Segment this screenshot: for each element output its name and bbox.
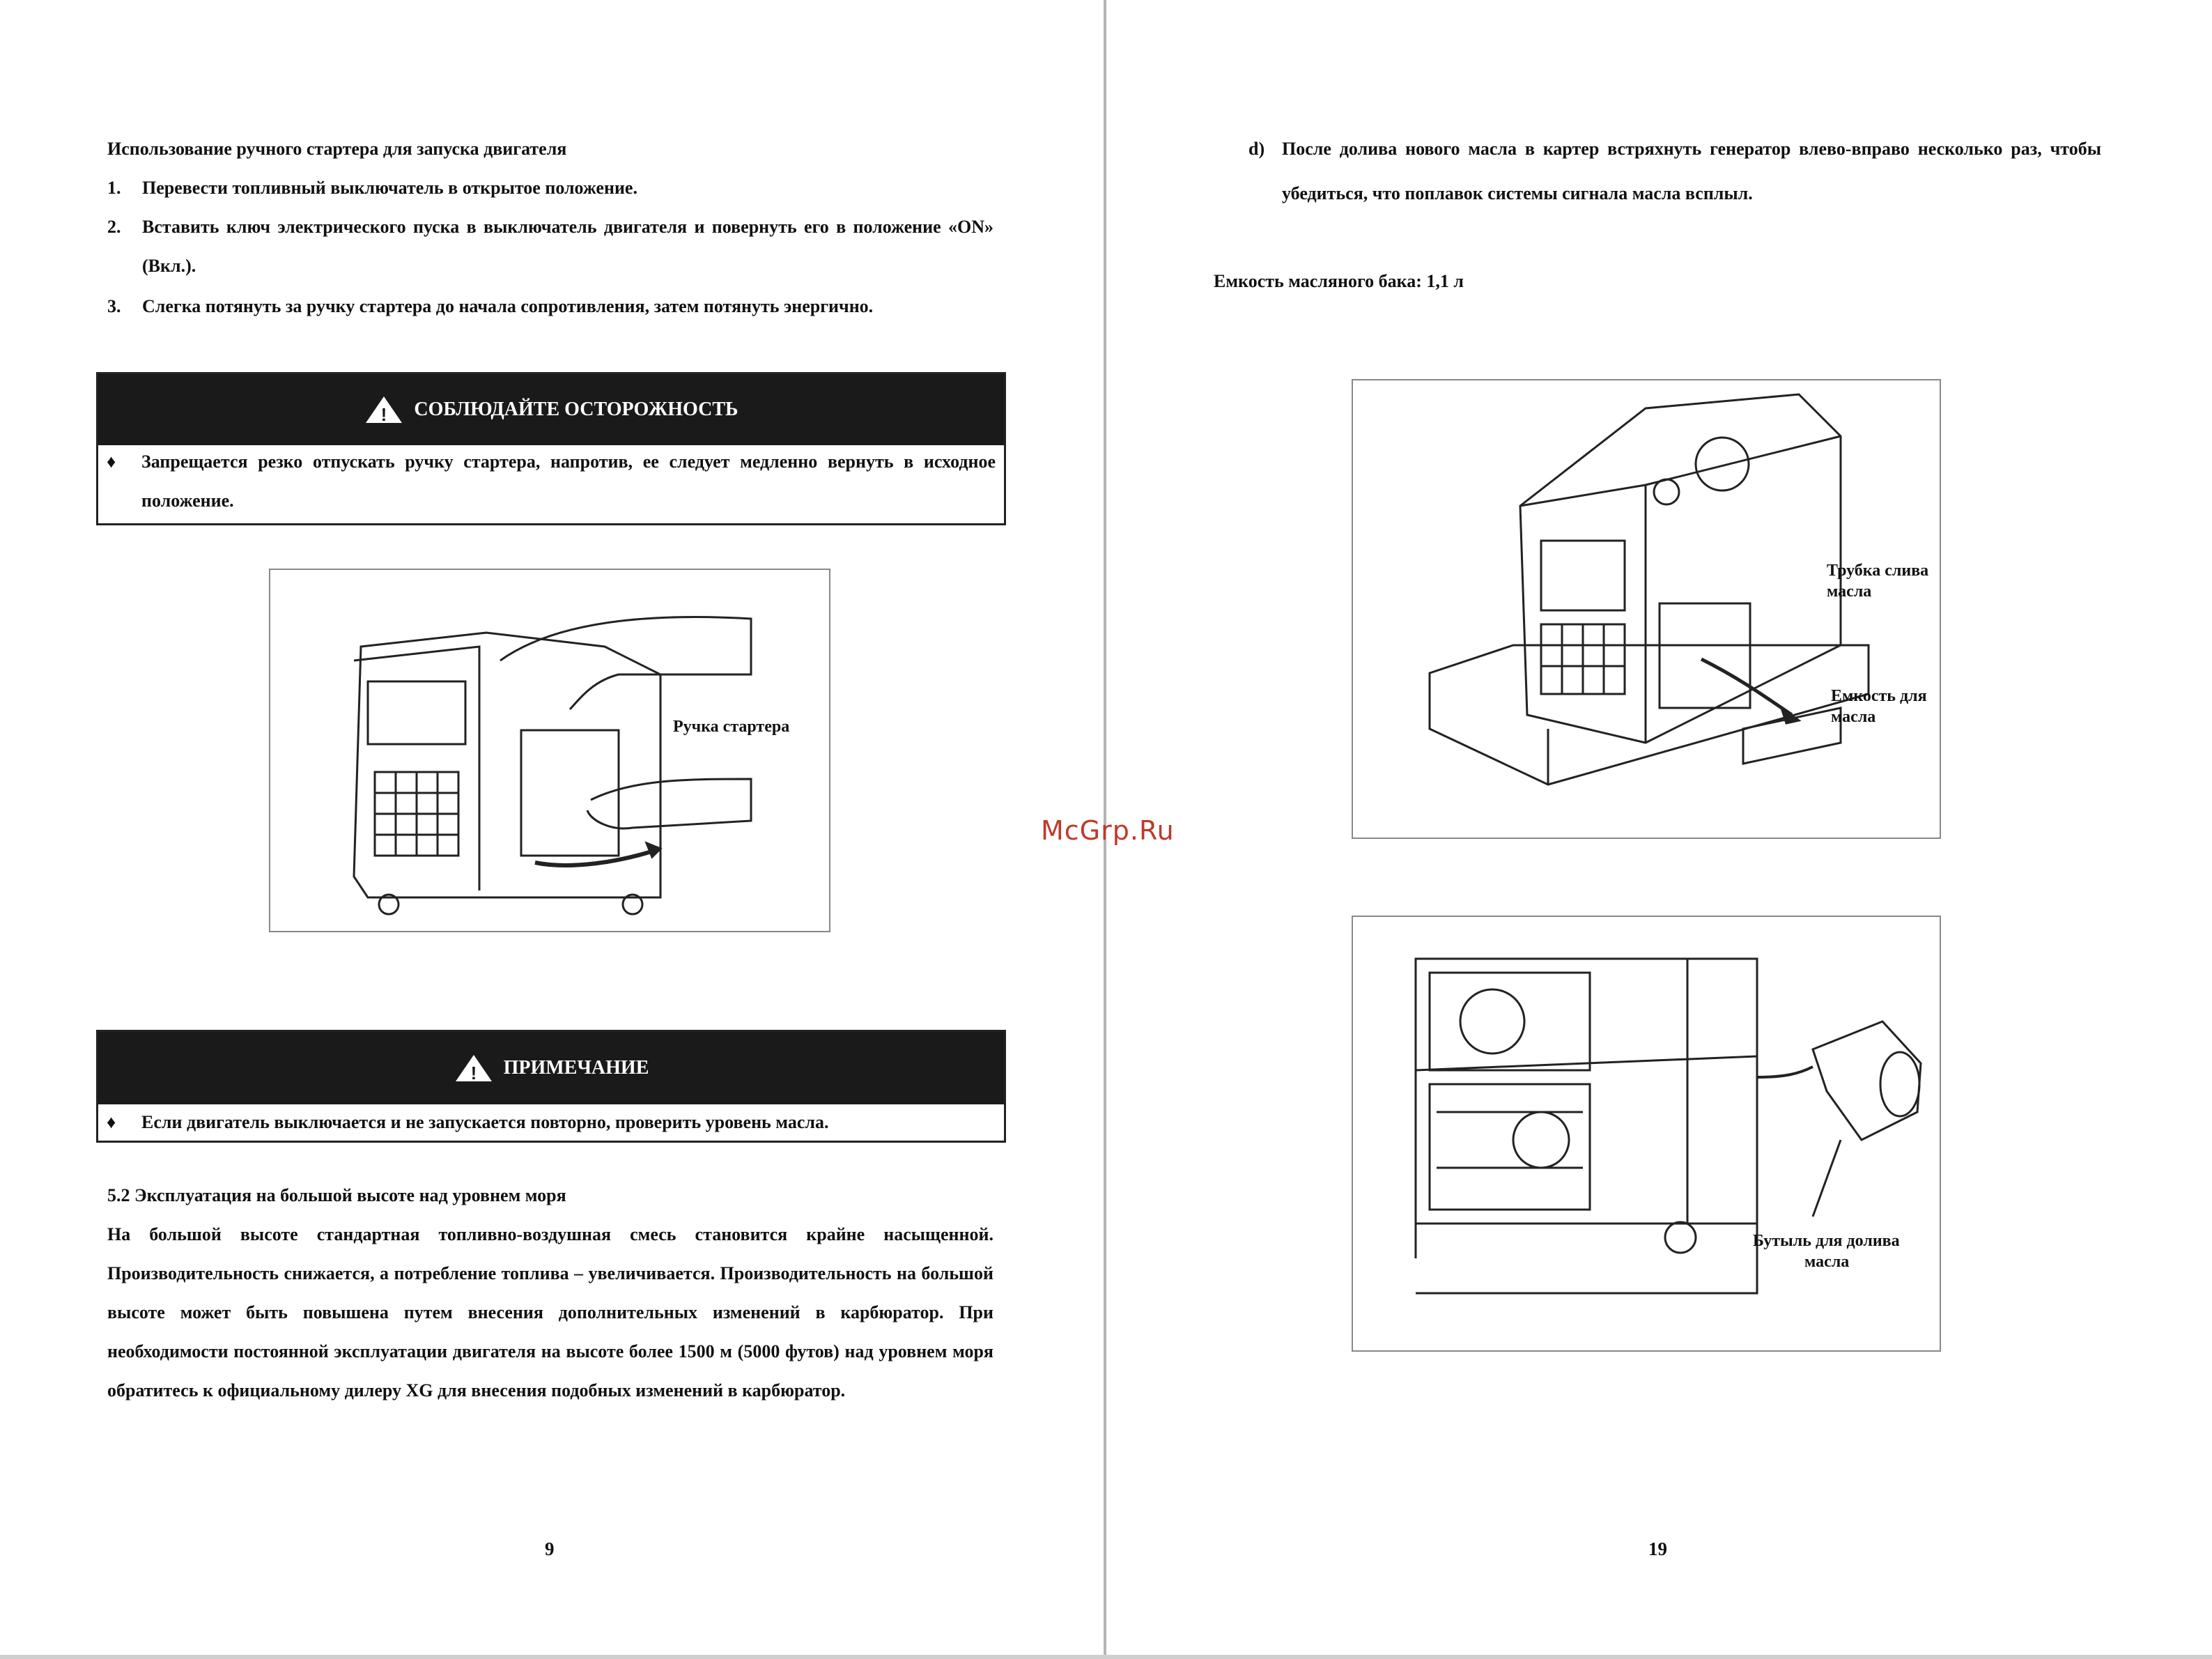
- figure-oil-drain: [1352, 379, 1941, 839]
- oil-container-label-line1: Емкость для: [1831, 687, 1927, 705]
- warning-glyph: !: [381, 404, 387, 425]
- right-page-number: 19: [1648, 1538, 1667, 1559]
- figure-oil-refill: [1352, 916, 1941, 1352]
- altitude-para-line3: высоте может быть повышена путем внесения дополнительных изменений в карбюратор. При: [107, 1302, 993, 1322]
- step-d-line1: После долива нового масла в картер встряхнуть генератор влево-вправо несколько раз, чтобы: [1282, 139, 2101, 159]
- step-1-text: Перевести топливный выключатель в открытое положение.: [142, 178, 637, 198]
- step-2-continuation: (Вкл.).: [142, 256, 196, 276]
- step-2-text: Вставить ключ электрического пуска в выключатель двигателя и повернуть его в положение «ON»: [142, 217, 993, 237]
- warning-triangle-icon: [364, 394, 404, 425]
- warning-triangle-icon: [454, 1053, 494, 1083]
- altitude-para-line1: На большой высоте стандартная топливно-воздушная смесь становится крайне насыщенной.: [107, 1224, 993, 1244]
- note-text: Если двигатель выключается и не запускается повторно, проверить уровень масла.: [141, 1112, 829, 1132]
- starter-handle-label: Ручка стартера: [673, 718, 790, 736]
- generator-starter-illustration: [270, 570, 830, 932]
- caution-body: [98, 445, 1004, 523]
- altitude-para-line2: Производительность снижается, а потребление топлива – увеличивается. Производительность на большой: [107, 1263, 993, 1283]
- note-bullet: ♦: [107, 1112, 116, 1132]
- caution-text-line1: Запрещается резко отпускать ручку стартера, напротив, ее следует медленно вернуть в исходное: [141, 452, 996, 472]
- step-d-line2: убедиться, что поплавок системы сигнала масла всплыл.: [1282, 183, 1753, 203]
- caution-title: СОБЛЮДАЙТЕ ОСТОРОЖНОСТЬ: [414, 399, 738, 420]
- caution-text-line2: положение.: [141, 491, 234, 511]
- caution-header: [98, 374, 1004, 445]
- altitude-para-line4: необходимости постоянной эксплуатации двигателя на высоте более 1500 м (5000 футов) над уровнем моря: [107, 1341, 993, 1361]
- drain-tube-label-line2: масла: [1827, 582, 1872, 601]
- altitude-para-line5: обратитесь к официальному дилеру XG для внесения подобных изменений в карбюратор.: [107, 1380, 846, 1400]
- manual-start-heading: Использование ручного стартера для запуска двигателя: [107, 139, 567, 159]
- oil-capacity-text: Емкость масляного бака: 1,1 л: [1214, 271, 1464, 291]
- step-3-number: 3.: [107, 296, 121, 316]
- note-glyph: !: [470, 1063, 477, 1083]
- watermark: McGrp.Ru: [1041, 815, 1175, 846]
- bottom-edge: [0, 1655, 2212, 1659]
- oil-drain-illustration: [1353, 380, 1941, 839]
- section-title-high-altitude: 5.2 Эксплуатация на большой высоте над уровнем моря: [107, 1185, 566, 1205]
- step-1-number: 1.: [107, 178, 121, 198]
- caution-bullet: ♦: [107, 452, 116, 472]
- figure-starter-pull: [269, 569, 830, 932]
- note-banner: [96, 1030, 1006, 1143]
- drain-tube-label-line1: Трубка слива: [1827, 562, 1929, 580]
- refill-bottle-label-line2: масла: [1804, 1253, 1850, 1271]
- left-page-number: 9: [545, 1538, 555, 1559]
- note-header: [98, 1032, 1004, 1104]
- oil-container-label-line2: масла: [1831, 708, 1876, 726]
- step-d-letter: d): [1248, 139, 1265, 159]
- caution-banner: [96, 372, 1006, 525]
- note-body: [98, 1104, 1004, 1141]
- note-title: ПРИМЕЧАНИЕ: [503, 1057, 649, 1079]
- oil-refill-illustration: [1353, 917, 1941, 1352]
- step-3-text: Слегка потянуть за ручку стартера до начала сопротивления, затем потянуть энергично.: [142, 296, 874, 316]
- refill-bottle-label-line1: Бутыль для долива: [1753, 1232, 1900, 1250]
- step-2-number: 2.: [107, 217, 121, 237]
